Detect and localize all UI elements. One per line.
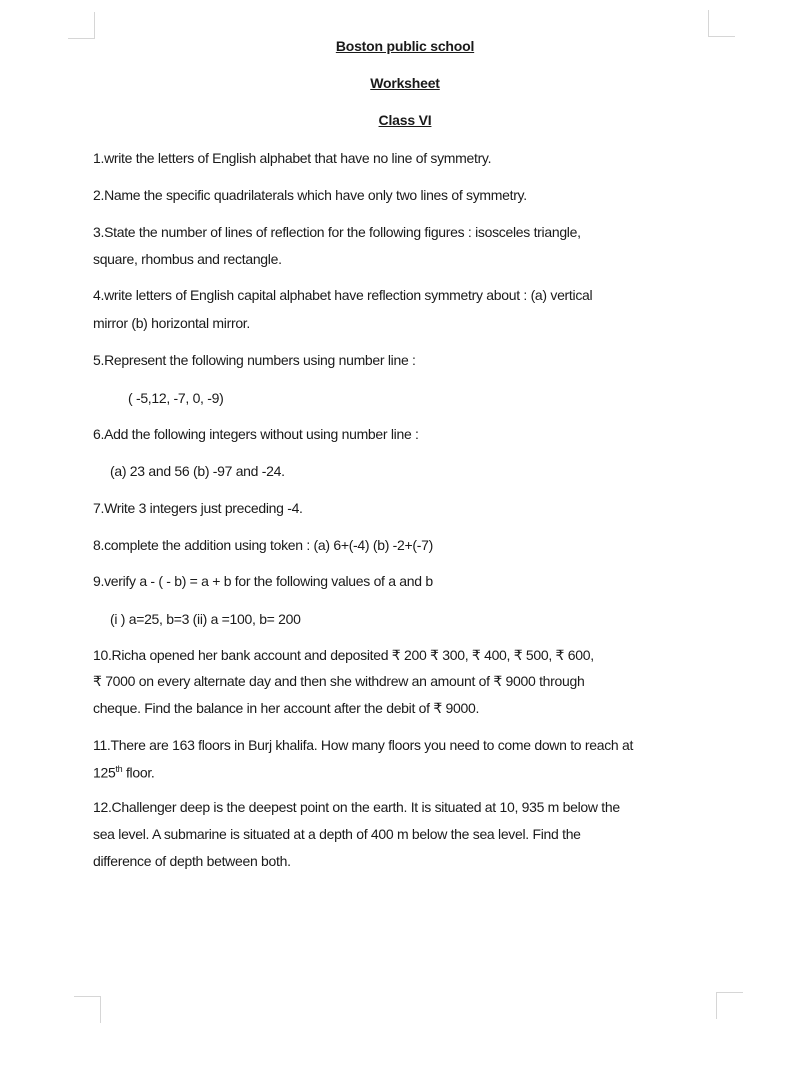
question-3-line-1: 3.State the number of lines of reflection for the following figures : isosceles triangle, bbox=[93, 224, 581, 240]
question-4-line-1: 4.write letters of English capital alphabet have reflection symmetry about : (a) vertical bbox=[93, 287, 593, 303]
scan-corner-mark-bottom-right bbox=[716, 992, 743, 1019]
question-6-parts: (a) 23 and 56 (b) -97 and -24. bbox=[110, 463, 285, 479]
question-7: 7.Write 3 integers just preceding -4. bbox=[93, 500, 303, 516]
school-name: Boston public school bbox=[335, 38, 475, 54]
question-1: 1.write the letters of English alphabet that have no line of symmetry. bbox=[93, 150, 492, 166]
floor-number: 125 bbox=[93, 764, 116, 781]
question-6-line-1: 6.Add the following integers without using number line : bbox=[93, 426, 419, 442]
question-5-line-1: 5.Represent the following numbers using number line : bbox=[93, 352, 416, 368]
scan-corner-mark-bottom-left bbox=[74, 996, 101, 1023]
question-12-line-1: 12.Challenger deep is the deepest point on the earth. It is situated at 10, 935 m below the bbox=[93, 799, 620, 815]
worksheet-title: Worksheet bbox=[370, 75, 440, 91]
question-10-line-1: 10.Richa opened her bank account and deposited ₹ 200 ₹ 300, ₹ 400, ₹ 500, ₹ 600, bbox=[93, 647, 594, 663]
floor-word: floor. bbox=[122, 764, 155, 781]
question-12-line-2: sea level. A submarine is situated at a depth of 400 m below the sea level. Find the bbox=[93, 826, 581, 842]
ordinal-suffix: th bbox=[115, 764, 123, 774]
question-9-line-1: 9.verify a - ( - b) = a + b for the following values of a and b bbox=[93, 573, 433, 589]
question-11-line-1: 11.There are 163 floors in Burj khalifa. How many floors you need to come down to reach at bbox=[93, 737, 634, 753]
question-3-line-2: square, rhombus and rectangle. bbox=[93, 251, 282, 267]
question-9-values: (i ) a=25, b=3 (ii) a =100, b= 200 bbox=[110, 611, 301, 627]
question-11-line-2 bbox=[93, 764, 155, 781]
question-8: 8.complete the addition using token : (a) 6+(-4) (b) -2+(-7) bbox=[93, 537, 433, 553]
question-10-line-3: cheque. Find the balance in her account after the debit of ₹ 9000. bbox=[93, 700, 480, 716]
question-10-line-2: ₹ 7000 on every alternate day and then she withdrew an amount of ₹ 9000 through bbox=[93, 673, 585, 689]
question-12-line-3: difference of depth between both. bbox=[93, 853, 291, 869]
question-5-numbers: ( -5,12, -7, 0, -9) bbox=[128, 390, 224, 406]
scan-corner-mark-top-right bbox=[708, 10, 735, 37]
class-label: Class VI bbox=[378, 112, 432, 128]
question-2: 2.Name the specific quadrilaterals which have only two lines of symmetry. bbox=[93, 187, 527, 203]
scan-corner-mark-top-left bbox=[68, 12, 95, 39]
question-4-line-2: mirror (b) horizontal mirror. bbox=[93, 315, 250, 331]
